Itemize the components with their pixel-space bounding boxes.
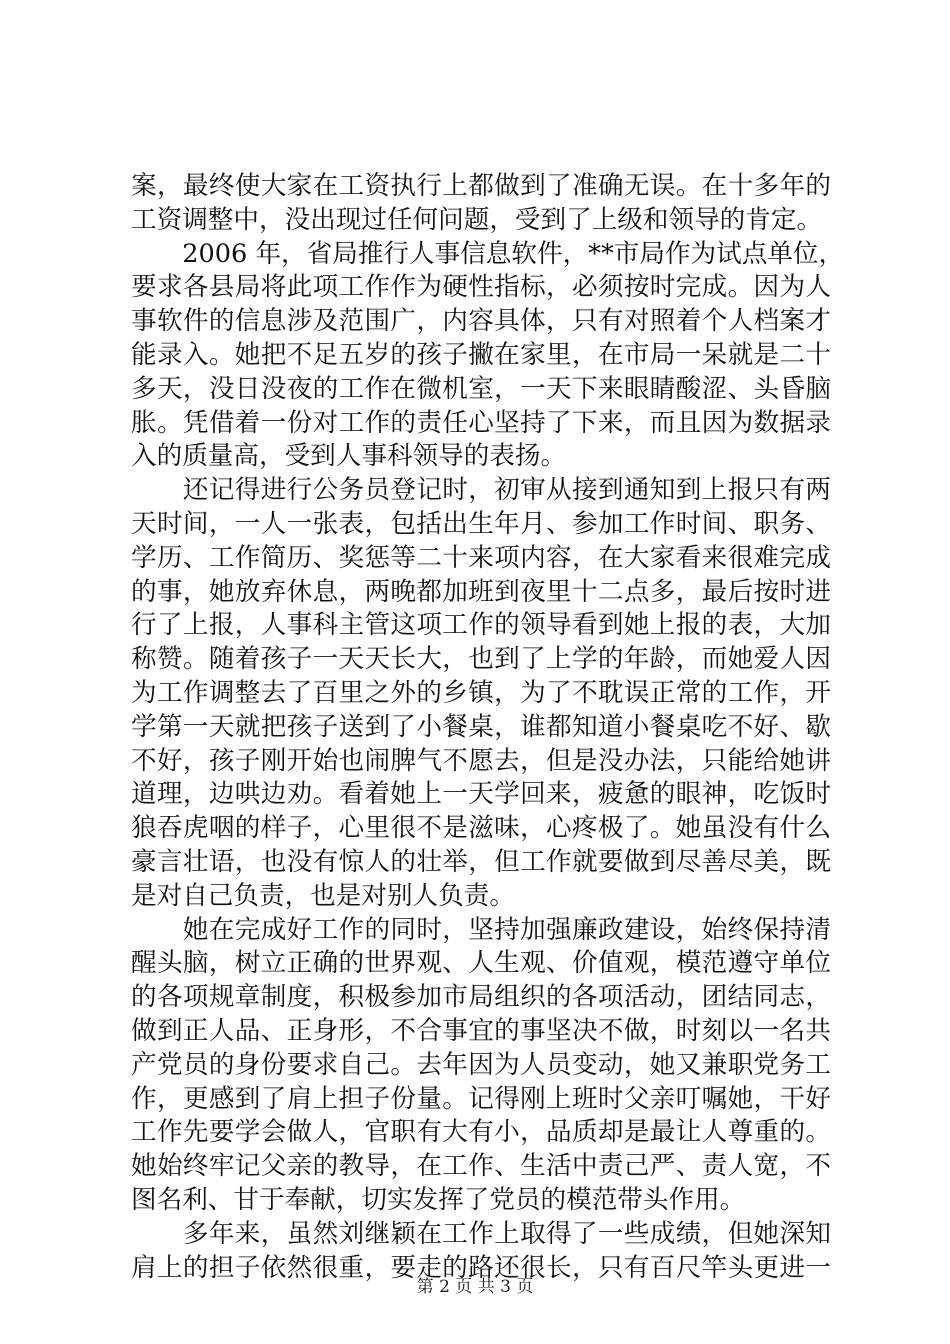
text-line: 入的质量高，受到人事科领导的表扬。 [131,441,567,472]
text-line: 肩上的担子依然很重，要走的路还很长，只有百尺竿头更进一 [131,1252,831,1283]
text-line: 还记得进行公务员登记时，初审从接到通知到上报只有两 [131,475,831,506]
text-line: 的事，她放弃休息，两晚都加班到夜里十二点多，最后按时进 [131,576,831,607]
document-body [131,170,845,1285]
text-line: 工作先要学会做人，官职有大有小，品质却是最让人尊重的。 [131,1117,831,1148]
text-line: 能录入。她把不足五岁的孩子撇在家里，在市局一呆就是二十 [131,339,831,370]
text-line: 行了上报，人事科主管这项工作的领导看到她上报的表，大加 [131,610,831,641]
text-line: 案，最终使大家在工资执行上都做到了准确无误。在十多年的 [131,171,831,201]
text-line: 多年来，虽然刘继颖在工作上取得了一些成绩，但她深知 [131,1218,831,1249]
text-line: 道理，边哄边劝。看着她上一天学回来，疲惫的眼神，吃饭时 [131,779,831,810]
text-line: 2006 年，省局推行人事信息软件，**市局作为试点单位， [131,238,845,269]
text-line: 多天，没日没夜的工作在微机室，一天下来眼睛酸涩、头昏脑 [131,373,831,404]
page-footer [0,1276,950,1298]
text-line: 的各项规章制度，积极参加市局组织的各项活动，团结同志， [131,982,831,1013]
text-line: 要求各县局将此项工作作为硬性指标，必须按时完成。因为人 [131,272,831,303]
text-line: 作，更感到了肩上担子份量。记得刚上班时父亲叮嘱她，干好 [131,1083,831,1114]
text-line: 学历、工作简历、奖惩等二十来项内容，在大家看来很难完成 [131,542,831,573]
text-line: 图名利、甘于奉献，切实发挥了党员的模范带头作用。 [131,1184,746,1215]
text-line: 她始终牢记父亲的教导，在工作、生活中责己严、责人宽，不 [131,1151,831,1182]
text-line: 她在完成好工作的同时，坚持加强廉政建设，始终保持清 [131,914,831,945]
text-line: 胀。凭借着一份对工作的责任心坚持了下来，而且因为数据录 [131,407,831,438]
text-line: 工资调整中，没出现过任何问题，受到了上级和领导的肯定。 [131,204,823,235]
text-line: 醒头脑，树立正确的世界观、人生观、价值观，模范遵守单位 [131,948,831,979]
text-line: 天时间，一人一张表，包括出生年月、参加工作时间、职务、 [131,508,831,539]
text-line: 为工作调整去了百里之外的乡镇，为了不耽误正常的工作，开 [131,677,831,708]
text-line: 豪言壮语，也没有惊人的壮举，但工作就要做到尽善尽美，既 [131,846,831,877]
text-line: 事软件的信息涉及范围广，内容具体，只有对照着个人档案才 [131,306,831,337]
text-line: 产党员的身份要求自己。去年因为人员变动，她又兼职党务工 [131,1049,831,1080]
page-number-label: 第 2 页 共 3 页 [416,1277,534,1297]
text-line: 称赞。随着孩子一天天长大，也到了上学的年龄，而她爱人因 [131,644,831,675]
text-line: 学第一天就把孩子送到了小餐桌，谁都知道小餐桌吃不好、歇 [131,711,831,742]
text-line: 狼吞虎咽的样子，心里很不是滋味，心疼极了。她虽没有什么 [131,813,831,844]
text-line: 是对自己负责，也是对别人负责。 [131,880,515,911]
text-line: 做到正人品、正身形，不合事宜的事坚决不做，时刻以一名共 [131,1015,831,1046]
text-line: 不好，孩子刚开始也闹脾气不愿去，但是没办法，只能给她讲 [131,745,831,776]
